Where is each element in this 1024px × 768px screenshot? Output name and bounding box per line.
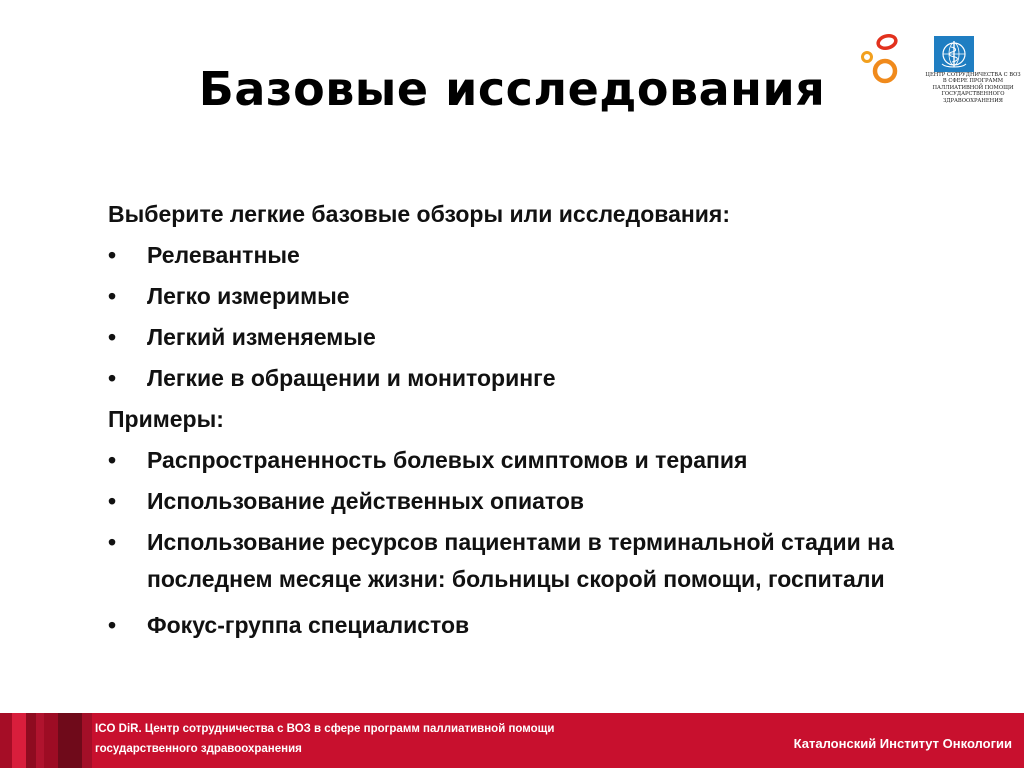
bullet-text: Легкий изменяемые [147, 324, 376, 350]
footer-institute: Каталонский Институт Онкологии [793, 736, 1012, 751]
bullet-item [108, 446, 948, 474]
slide-body [108, 200, 948, 652]
bullet-text: Легкие в обращении и мониторинге [147, 365, 556, 391]
logo-circle-small [863, 53, 872, 62]
bullet-text: Легко измеримые [147, 283, 350, 309]
bullet-item [108, 524, 948, 598]
footer-stripe [0, 713, 12, 768]
intro-text: Выберите легкие базовые обзоры или исследования: [108, 201, 730, 227]
bullet-icon: • [108, 242, 117, 268]
footer-stripe [36, 713, 44, 768]
bullet-item [108, 611, 948, 639]
bullet-item [108, 282, 948, 310]
bullet-text: Использование ресурсов пациентами в терминальной стадии на последнем месяце жизни: больницы скорой помощи, госпитали [147, 529, 894, 592]
footer-stripe [82, 713, 92, 768]
bullet-icon: • [108, 529, 117, 555]
bullet-icon: • [108, 324, 117, 350]
footer-line-1: ICO DiR. Центр сотрудничества с ВОЗ в сфере программ паллиативной помощи [95, 723, 555, 735]
bullet-icon: • [108, 488, 117, 514]
who-caption: ЦЕНТР СОТРУДНИЧЕСТВА С ВОЗ В СФЕРЕ ПРОГРАММ ПАЛЛИАТИВНОЙ ПОМОЩИ ГОСУДАРСТВЕННОГО ЗДРАВООХРАНЕНИЯ [925, 72, 1021, 104]
footer-stripe [26, 713, 36, 768]
bullet-item [108, 487, 948, 515]
footer-organization [95, 719, 554, 759]
logo-circle-red [877, 34, 897, 50]
bullet-icon: • [108, 365, 117, 391]
footer-line-2: государственного здравоохранения [95, 743, 302, 755]
bullet-text: Использование действенных опиатов [147, 488, 585, 514]
bullet-icon: • [108, 283, 117, 309]
footer-stripe [58, 713, 82, 768]
bullet-item [108, 241, 948, 269]
bullet-item [108, 364, 948, 392]
slide-title: Базовые исследования [198, 62, 826, 116]
examples-heading: Примеры: [108, 406, 224, 432]
footer-stripe [12, 713, 26, 768]
bullet-icon: • [108, 447, 117, 473]
bullet-text: Распространенность болевых симптомов и терапия [147, 447, 748, 473]
bullet-text: Фокус-группа специалистов [147, 612, 470, 638]
footer-bar [0, 713, 1024, 768]
bullet-icon: • [108, 612, 117, 638]
bullet-text: Релевантные [147, 242, 300, 268]
bullet-item [108, 323, 948, 351]
footer-stripe [44, 713, 58, 768]
